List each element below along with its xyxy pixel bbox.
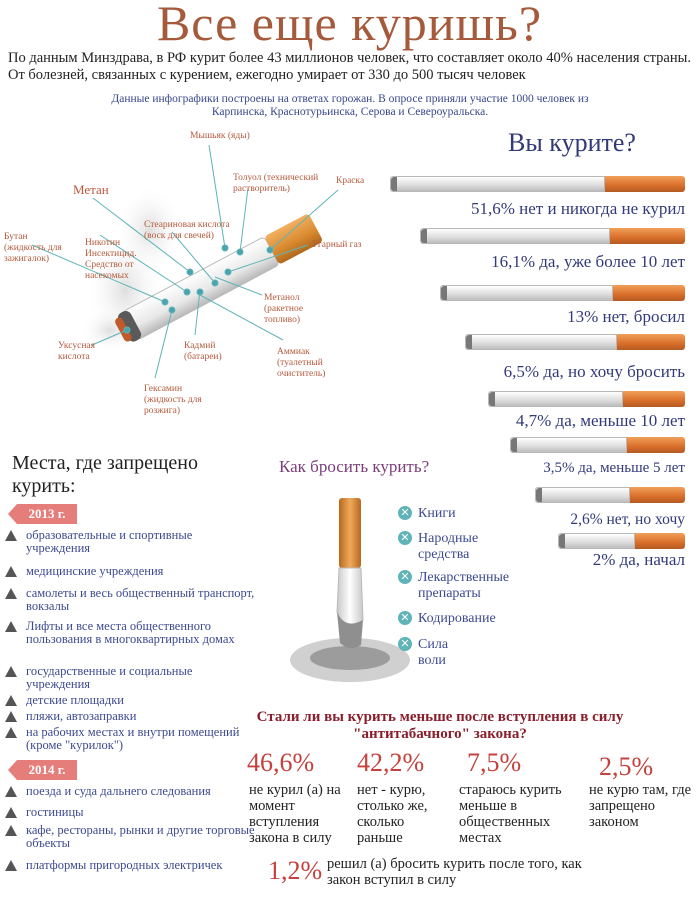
ingredient-label: Мышьяк (яды)	[190, 131, 250, 141]
answer-cigarette-bar	[558, 533, 685, 549]
stubbed-cigarette-illustration	[285, 480, 415, 690]
triangle-bullet-icon	[5, 807, 17, 818]
triangle-bullet-icon	[5, 666, 17, 677]
answer-label: 4,7% да, меньше 10 лет	[515, 411, 685, 430]
answer-cigarette-bar	[420, 228, 685, 244]
law-result-percent: 46,6%	[247, 748, 315, 777]
answer-cigarette-bar	[390, 176, 685, 192]
law-question: Стали ли вы курить меньше после вступления в силу "антитабачного" закона?	[256, 709, 624, 742]
ingredient-label: Кадмий (батареи)	[184, 341, 222, 362]
ingredient-label: Метан	[73, 182, 109, 197]
x-circle-icon: ✕	[398, 506, 412, 520]
answer-label: 16,1% да, уже более 10 лет	[491, 252, 685, 271]
x-circle-icon: ✕	[398, 611, 412, 625]
answer-label: 51,6% нет и никогда не курил	[471, 199, 685, 218]
quit-title: Как бросить курить?	[279, 457, 430, 476]
law-result-text: стараюсь курить меньше в общественных местах	[459, 782, 562, 846]
x-circle-icon: ✕	[398, 531, 412, 545]
triangle-bullet-icon	[5, 588, 17, 599]
law-result-text: не курил (а) на момент вступления закона в силу	[249, 782, 341, 846]
quit-method-item: ✕ Кодирование	[398, 611, 496, 627]
x-circle-icon: ✕	[398, 570, 412, 584]
triangle-bullet-icon	[5, 566, 17, 577]
year-2013-badge: 2013 г.	[17, 504, 77, 524]
triangle-bullet-icon	[5, 786, 17, 797]
law-result-percent: 7,5%	[467, 748, 522, 777]
answer-label: 6,5% да, но хочу бросить	[503, 362, 685, 381]
law-result-text: решил (а) бросить курить после того, как закон вступил в силу	[327, 856, 582, 888]
law-result-text: не курю там, где запрещено законом	[589, 782, 692, 830]
banned-place-item: медицинские учреждения	[5, 565, 255, 578]
triangle-bullet-icon	[5, 621, 17, 632]
quit-method-item: ✕ Книги	[398, 506, 456, 522]
ingredient-label: Никотин Инсектицид. Средство от насекомых	[85, 238, 137, 281]
banned-place-item: пляжи, автозаправки	[5, 710, 255, 723]
ingredient-label: Метанол (ракетное топливо)	[264, 293, 304, 325]
year-2014-badge: 2014 г.	[17, 760, 77, 780]
banned-place-item: кафе, рестораны, рынки и другие торговые объекты	[5, 824, 255, 850]
answer-cigarette-bar	[440, 285, 685, 301]
triangle-bullet-icon	[5, 860, 17, 871]
methodology-note: Данные инфографики построены на ответах горожан. В опросе приняли участие 1000 человек из Карпинска, Краснотурьинска, Серова и Североуральска.	[111, 93, 589, 118]
intro-text: По данным Минздрава, в РФ курит более 43 миллионов человек, что составляет около 40% населения страны. От болезней, связанных с курением, ежегодно умирает от 330 до 500 тысяч человек	[8, 50, 691, 83]
page-title: Все еще куришь?	[156, 0, 543, 51]
banned-place-item: гостиницы	[5, 806, 255, 819]
triangle-bullet-icon	[5, 825, 17, 836]
answer-cigarette-bar	[535, 487, 685, 503]
ingredient-label: Краска	[336, 176, 365, 186]
banned-place-item: платформы пригородных электричек	[5, 859, 255, 872]
answer-cigarette-bar	[465, 334, 685, 350]
banned-places-title: Места, где запрещено курить:	[12, 452, 198, 497]
banned-place-item: государственные и социальные учреждения	[5, 665, 255, 691]
banned-place-item: Лифты и все места общественного пользования в многоквартирных домах	[5, 620, 255, 646]
x-circle-icon: ✕	[398, 637, 412, 651]
banned-place-item: детские площадки	[5, 694, 255, 707]
ingredient-label: Аммиак (туалетный очиститель)	[277, 347, 326, 379]
answer-label: 2% да, начал	[592, 550, 685, 569]
banned-place-item: самолеты и весь общественный транспорт, вокзалы	[5, 587, 255, 613]
triangle-bullet-icon	[5, 695, 17, 706]
answer-cigarette-bar	[488, 391, 685, 407]
answer-label: 13% нет, бросил	[567, 307, 685, 326]
banned-place-item: поезда и суда дальнего следования	[5, 785, 255, 798]
law-result-percent: 42,2%	[357, 748, 425, 777]
answer-label: 3,5% да, меньше 5 лет	[543, 460, 685, 476]
triangle-bullet-icon	[5, 711, 17, 722]
law-result-percent: 2,5%	[599, 752, 654, 781]
ingredient-label: Стеариновая кислота (воск для свечей)	[144, 220, 230, 241]
banned-place-item: образовательные и спортивные учреждения	[5, 529, 255, 555]
quit-method-item: ✕ Народные средства	[398, 531, 498, 563]
ingredient-label: Угарный газ	[312, 240, 362, 250]
quit-method-item: ✕ Лекарственные препараты	[398, 570, 528, 602]
ingredient-label: Уксусная кислота	[58, 341, 95, 362]
triangle-bullet-icon	[5, 530, 17, 541]
answer-cigarette-bar	[510, 437, 685, 453]
survey-title: Вы курите?	[508, 128, 636, 157]
law-result-percent: 1,2%	[268, 856, 323, 885]
ingredient-label: Толуол (технический растворитель)	[233, 173, 319, 194]
quit-method-item: ✕ Сила воли	[398, 637, 458, 669]
banned-place-item: на рабочих местах и внутри помещений (кроме "курилок")	[5, 726, 255, 752]
answer-label: 2,6% нет, но хочу	[570, 511, 685, 528]
ingredient-label: Бутан (жидкость для зажигалок)	[4, 232, 62, 264]
ingredient-label: Гексамин (жидкость для розжига)	[144, 384, 202, 416]
triangle-bullet-icon	[5, 727, 17, 738]
law-result-text: нет - курю, столько же, сколько раньше	[357, 782, 428, 846]
